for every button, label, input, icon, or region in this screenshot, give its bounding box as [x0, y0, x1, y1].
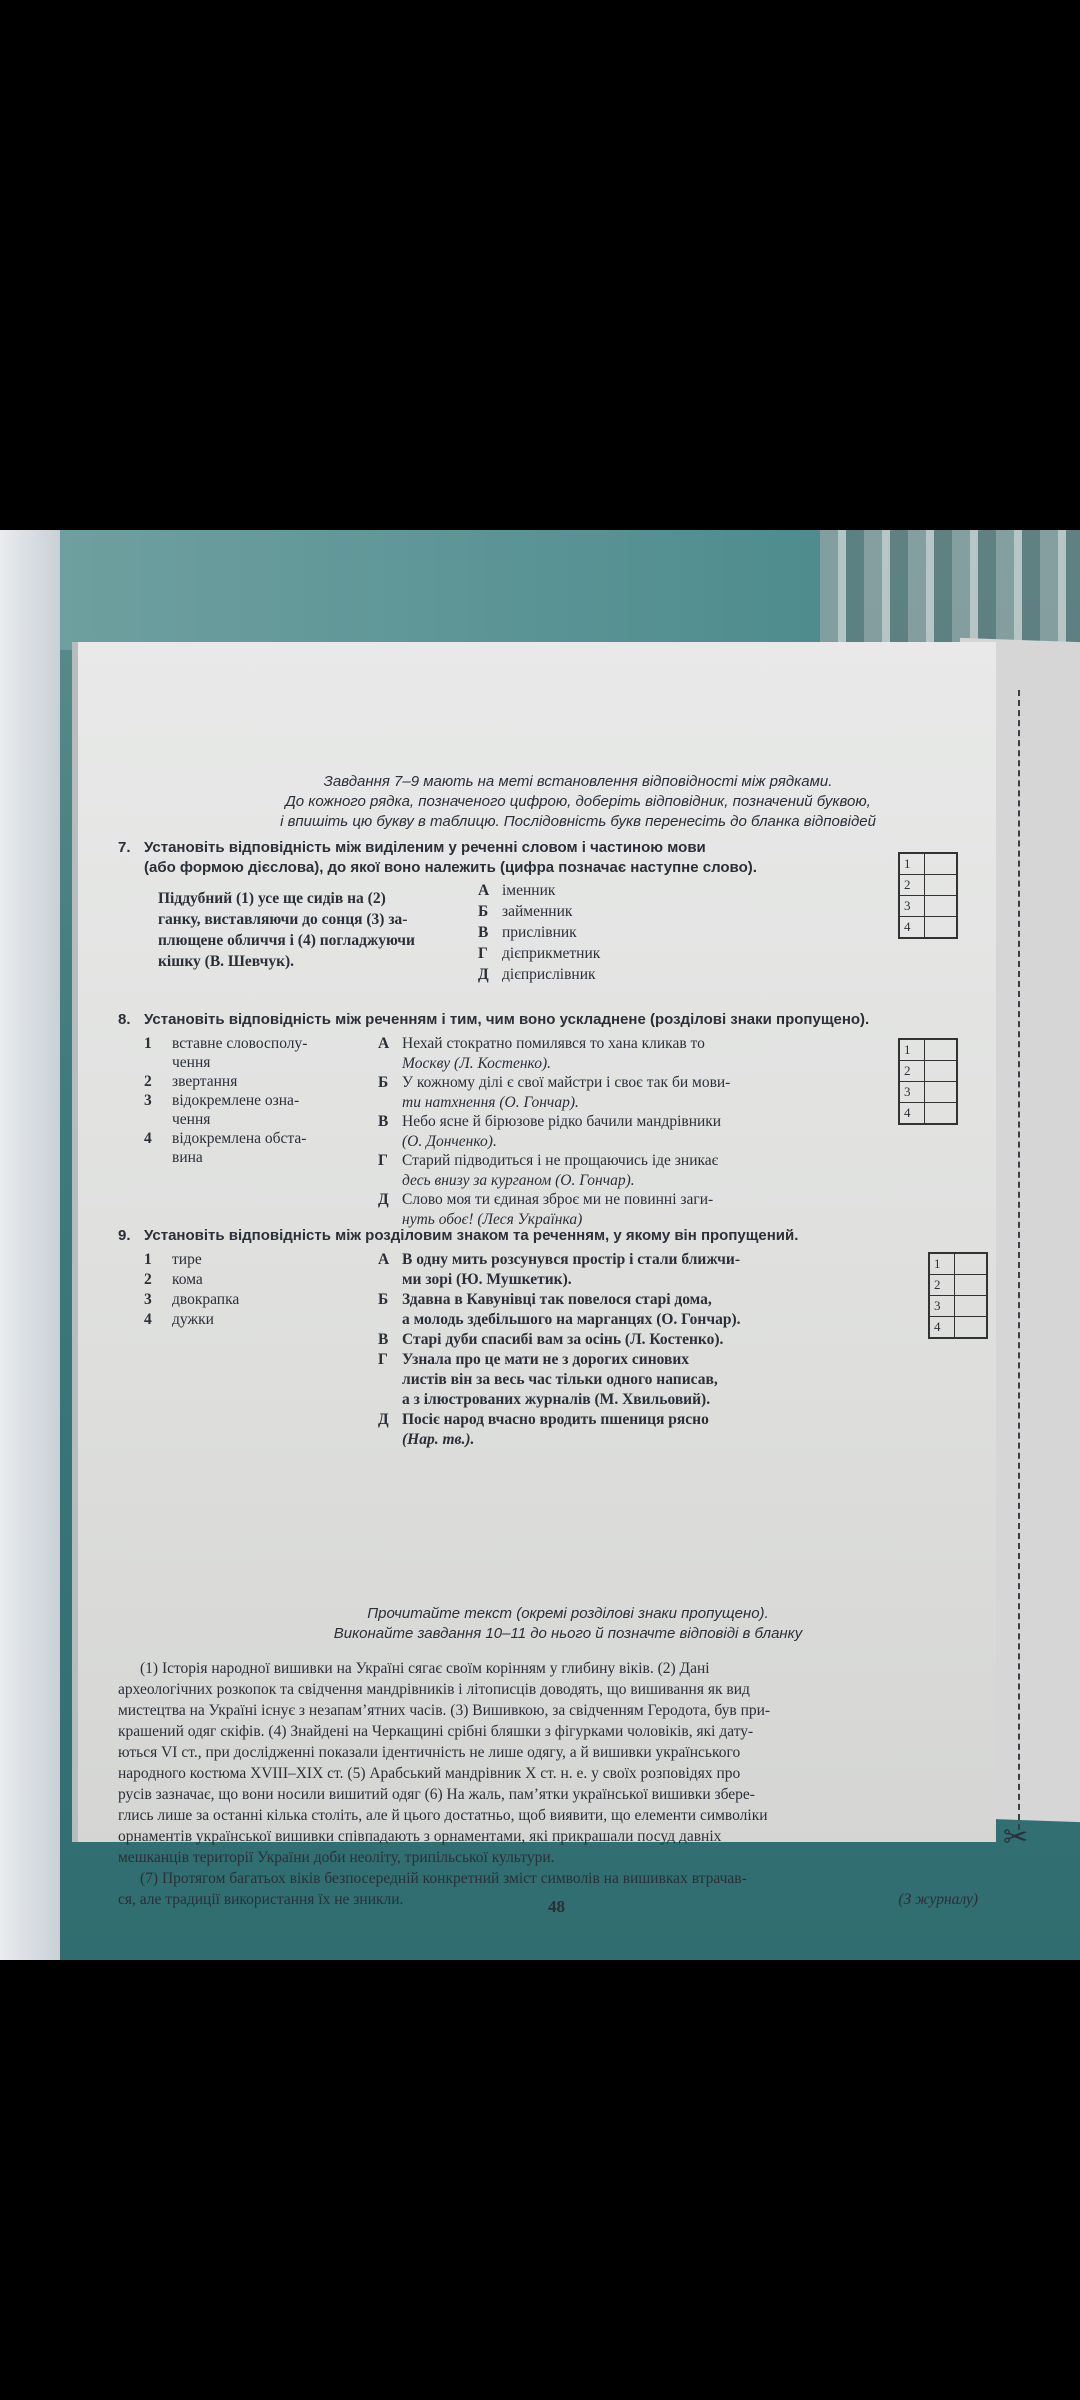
text-line: крашений одяг скіфів. (4) Знайдені на Черкащині срібні бляшки з фігурками чоловіків, які дату- — [118, 1723, 754, 1740]
header-line: Завдання 7–9 мають на меті встановлення відповідності між рядками. — [323, 773, 833, 790]
question-9 — [118, 1226, 978, 1448]
q7-answer-grid[interactable]: 1 2 3 4 — [898, 852, 958, 939]
header-line: і впишіть цю букву в таблицю. Послідовність букв перенесіть до бланка відповідей — [280, 813, 876, 830]
option: Г дієприкметник — [478, 945, 601, 962]
book-spines — [820, 530, 1080, 650]
question-title: (або формою дієслова), до якої воно належить (цифра позначає наступне слово). — [144, 859, 757, 876]
instructions-header — [218, 772, 938, 832]
text-line: (7) Протягом багатьох віків безпосередній конкретний зміст символів на вишивках втрачав- — [140, 1870, 747, 1887]
text-line: глись лише за останні кілька століть, але й цього достатньо, щоб виявити, що елементи символіки — [118, 1807, 768, 1824]
sentence-line: плющене обличчя і (4) погладжуючи — [158, 932, 415, 949]
q8-answer-grid[interactable]: 1 2 3 4 — [898, 1038, 958, 1125]
text-line: орнаментів української вишивки співпадають з орнаментами, які прикрашали посуд давніх — [118, 1828, 722, 1845]
reading-instructions: Прочитайте текст (окремі розділові знаки пропущено). Виконайте завдання 10–11 до нього й позначте відповіді в бланку — [333, 1605, 803, 1642]
q7-sentence — [158, 888, 458, 972]
book-behind — [40, 530, 860, 650]
option: В прислівник — [478, 924, 577, 941]
question-number: 9. — [118, 1227, 131, 1244]
option: А іменник — [478, 882, 556, 899]
sentence-line: Піддубний (1) усе ще сидів на (2) — [158, 890, 386, 907]
question-title: Установіть відповідність між виділеним у реченні словом і частиною мови — [144, 839, 706, 856]
option: Б займенник — [478, 903, 573, 920]
question-number: 7. — [118, 839, 131, 856]
text-line: археологічних розкопок та свідчення мандрівників і літописців доводять, що вишивання як вид — [118, 1681, 750, 1698]
question-title: Установіть відповідність між розділовим знаком та реченням, у якому він пропущений. — [144, 1227, 799, 1244]
scissors-icon: ✂ — [1003, 1821, 1029, 1854]
question-number: 8. — [118, 1011, 131, 1028]
page-number: 48 — [548, 1897, 565, 1916]
text-source: (З журналу) — [898, 1891, 978, 1908]
q9-left-column: 1 тире 2 кома 3 двокрапка 4 дужки — [144, 1251, 240, 1328]
q9-answer-grid[interactable]: 1 2 3 4 — [928, 1252, 988, 1339]
reading-text — [118, 1658, 978, 1910]
q8-right-column: А Нехай стократно помилявся то хана кликав то Москву (Л. Костенко). Б У кожному ділі є свої майстри і своє так би мови- ти натхнення (О. Гончар). В Небо ясне й бірюзове рідко бачили мандрівники (О. Донченко). Г Старий підводиться і не прощаючись іде зникає десь внизу за курганом (О. Гончар). Д Слово моя ти єдиная зброє ми не повинні заги- нуть обоє! (Леся Українка) — [378, 1035, 731, 1228]
q8-left-column: 1 вставне словосполу- чення 2 звертання 3 відокремлене озна- чення 4 відокремлена обста- вина — [144, 1035, 308, 1166]
photo-background — [0, 530, 1080, 1960]
text-line: мистецтва на Україні існує з незапам’ятних часів. (3) Вишивкою, за свідченням Геродота, був при- — [118, 1702, 771, 1719]
sentence-line: кішку (В. Шевчук). — [158, 953, 295, 970]
text-line: ються VI ст., при дослідженні показали ідентичність не лише одягу, а й вишивки українського — [118, 1744, 741, 1761]
papers-left — [0, 530, 60, 1960]
header-line: До кожного рядка, позначеного цифрою, доберіть відповідник, позначений буквою, — [285, 793, 871, 810]
text-line: ся, але традиції використання їх не зникли. — [118, 1891, 404, 1908]
text-line: народного костюма XVIII–XIX ст. (5) Арабський мандрівник X ст. н. е. у своїх розповідях про — [118, 1765, 741, 1782]
question-title: Установіть відповідність між реченням і тим, чим воно ускладнене (розділові знаки пропущено). — [144, 1011, 870, 1028]
sentence-line: ганку, виставляючи до сонця (3) за- — [158, 911, 408, 928]
question-8 — [118, 1010, 978, 1228]
option: Д дієприслівник — [478, 966, 596, 983]
q9-right-column: А В одну мить розсунувся простір і стали ближчи- ми зорі (Ю. Мушкетик). Б Здавна в Кавунівці так повелося старі дома, а молодь здебільшого на марганцях (О. Гончар). В Старі дуби спасибі вам за осінь (Л. Костенко). Г Узнала про це мати не з дорогих синових листів він за весь час тільки одного написав, а з ілюстрованих журналів (М. Хвильовий). Д Посіє народ вчасно вродить пшениця рясно (Нар. тв.). — [378, 1251, 741, 1448]
text-line: русів зазначає, що вони носили вишитий одяг (6) На жаль, пам’ятки української вишивки збере- — [118, 1786, 755, 1803]
q7-options — [478, 880, 600, 985]
question-7 — [118, 838, 978, 983]
workbook-page — [78, 642, 996, 1916]
text-line: мешканців території України доби неоліту, трипільської культури. — [118, 1849, 555, 1866]
text-line: (1) Історія народної вишивки на Україні сягає своїм корінням у глибину віків. (2) Дані — [140, 1660, 710, 1677]
cut-line — [1018, 690, 1020, 1830]
